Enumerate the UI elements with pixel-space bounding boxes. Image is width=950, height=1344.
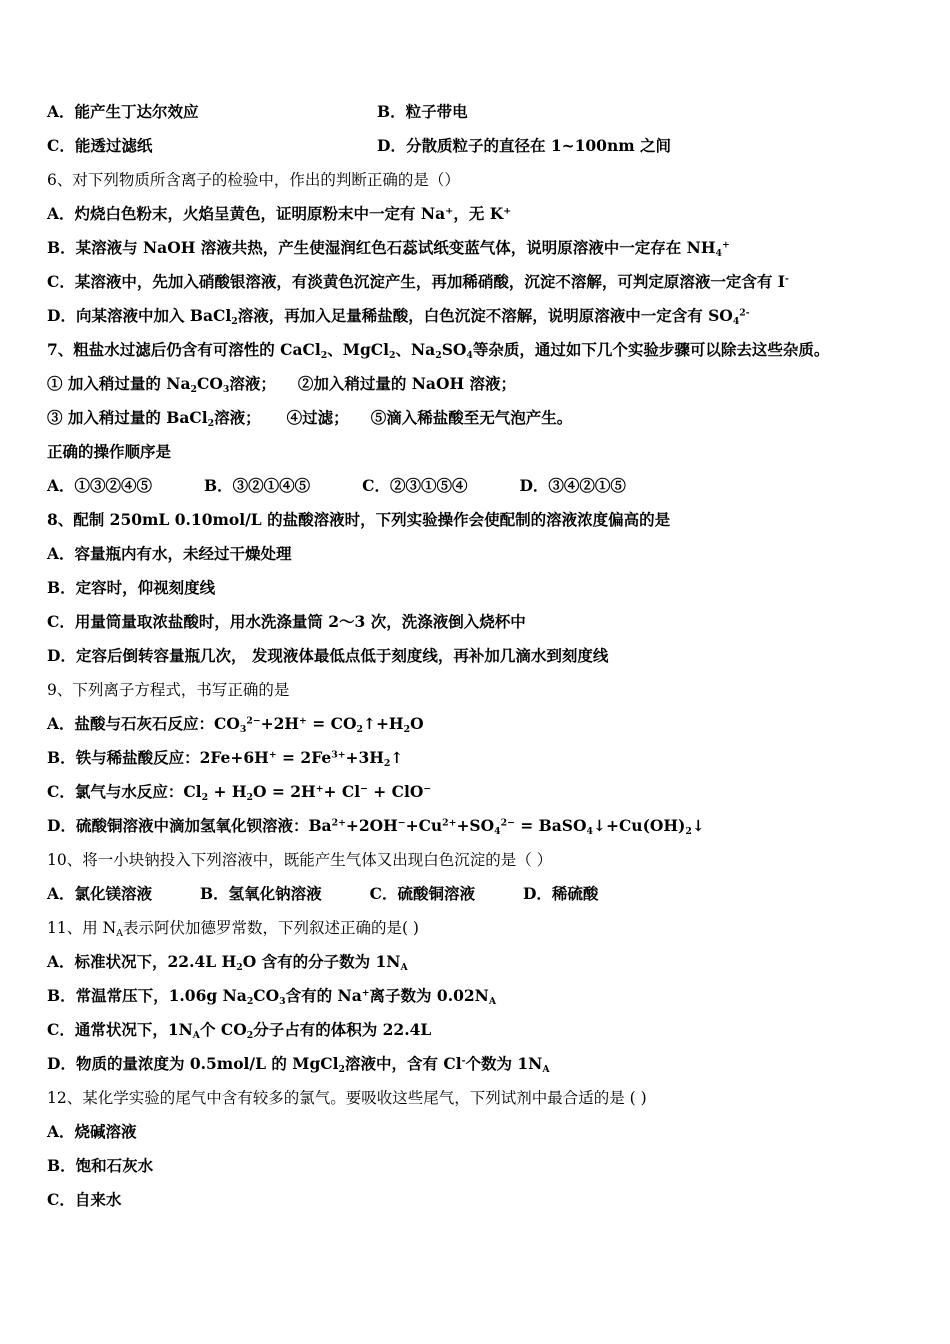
q12-option-b: B．饱和石灰水	[47, 1156, 154, 1175]
q6-stem: 6、对下列物质所含离子的检验中，作出的判断正确的是（）	[47, 171, 460, 189]
q9-option-a: A．盐酸与石灰石反应：$CO_3^{2-}+2H^+$ = $CO_2↑+H_2O$	[47, 714, 424, 735]
q7-options: A．①③②④⑤ B．③②①④⑤ C．②③①⑤④ D．③④②①⑤	[47, 476, 626, 495]
q5-option-b: B．粒子带电	[377, 102, 468, 121]
q6-option-a: A．灼烧白色粉末，火焰呈黄色，证明原粉末中一定有 Na⁺，无 K⁺	[47, 204, 512, 223]
q8-stem: 8、配制 250mL 0.10mol/L 的盐酸溶液时，下列实验操作会使配制的溶液浓度偏高的是	[47, 510, 671, 529]
q10-options: A．氯化镁溶液 B．氢氧化钠溶液 C．硫酸铜溶液 D．稀硫酸	[47, 884, 599, 903]
q7-prompt: 正确的操作顺序是	[47, 442, 172, 461]
q12-option-a: A．烧碱溶液	[47, 1122, 137, 1141]
q12-stem: 12、某化学实验的尾气中含有较多的氯气。要吸收这些尾气，下列试剂中最合适的是 ( )	[47, 1089, 647, 1107]
q7-steps-row1: ① 加入稍过量的 $Na_2CO_3$溶液； ②加入稍过量的 NaOH 溶液；	[47, 374, 516, 395]
q11-option-c: C．通常状况下，$1N_A$个 $CO_2$分子占有的体积为 22.4L	[47, 1020, 432, 1041]
q6-option-d: D．向某溶液中加入 BaCl$_2$溶液，再加入足量稀盐酸，白色沉淀不溶解，说明原溶液中一定含有 $SO_4^{2-}$	[47, 306, 750, 327]
q5-option-c: C．能透过滤纸	[47, 136, 153, 155]
q10-stem: 10、将一小块钠投入下列溶液中，既能产生气体又出现白色沉淀的是（ ）	[47, 851, 553, 869]
q8-option-c: C．用量筒量取浓盐酸时，用水洗涤量筒 2～3 次，洗涤液倒入烧杯中	[47, 612, 526, 631]
q9-stem: 9、下列离子方程式，书写正确的是	[47, 681, 290, 699]
q11-stem: 11、用 $N_A$表示阿伏加德罗常数，下列叙述正确的是( )	[47, 919, 419, 939]
q7-stem: 7、粗盐水过滤后仍含有可溶性的 CaCl$_2$、MgCl$_2$、$Na_2SO_4$等杂质，通过如下几个实验步骤可以除去这些杂质。	[47, 340, 830, 361]
q12-option-c: C．自来水	[47, 1190, 122, 1209]
q5-option-a: A．能产生丁达尔效应	[47, 102, 199, 121]
q9-option-c: C．氯气与水反应：$Cl_2 + H_2O = 2H^++ Cl^- + ClO^-$	[47, 782, 432, 803]
q9-option-d: D．硫酸铜溶液中滴加氢氧化钡溶液：$Ba^{2+}+2OH^-+Cu^{2+}+SO_4^{2-}$ = $BaSO_4↓+Cu(OH)_2↓$	[47, 816, 705, 837]
q5-option-d: D．分散质粒子的直径在 1~100nm 之间	[377, 136, 672, 155]
q11-option-b: B．常温常压下，1.06g $Na_2CO_3$含有的 Na+离子数为 $0.02N_A$	[47, 986, 497, 1007]
q8-option-b: B．定容时，仰视刻度线	[47, 578, 216, 597]
q6-option-b: B．某溶液与 NaOH 溶液共热，产生使湿润红色石蕊试纸变蓝气体，说明原溶液中一定存在 $NH_4^+$	[47, 238, 730, 259]
q7-steps-row2: ③ 加入稍过量的 BaCl$_2$溶液； ④过滤； ⑤滴入稀盐酸至无气泡产生。	[47, 408, 573, 429]
q8-option-a: A．容量瓶内有水，未经过干燥处理	[47, 544, 292, 563]
q8-option-d: D．定容后倒转容量瓶几次， 发现液体最低点低于刻度线，再补加几滴水到刻度线	[47, 646, 609, 665]
q9-option-b: B．铁与稀盐酸反应：$2Fe+6H^+ = 2Fe^{3+}+3H_2↑$	[47, 748, 404, 769]
q6-option-c: C．某溶液中，先加入硝酸银溶液，有淡黄色沉淀产生，再加稀硝酸，沉淀不溶解，可判定原溶液一定含有 I-	[47, 272, 789, 291]
q11-option-a: A．标准状况下，22.4L $H_2O$ 含有的分子数为 $1N_A$	[47, 952, 408, 973]
q11-option-d: D．物质的量浓度为 0.5mol/L 的 MgCl$_2$溶液中，含有 Cl-个数为 $1N_A$	[47, 1054, 550, 1075]
